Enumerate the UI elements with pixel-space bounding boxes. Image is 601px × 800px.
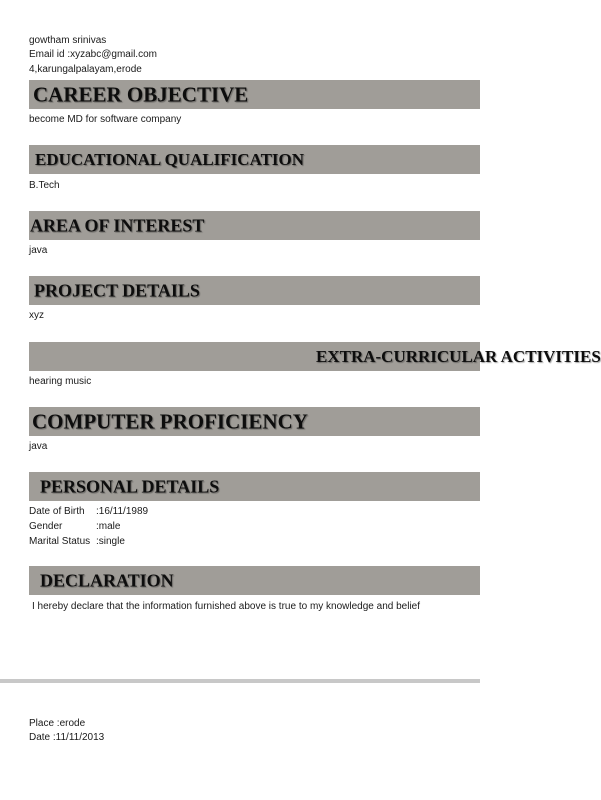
section-header-extra-curricular (29, 342, 601, 371)
education-text: B.Tech (29, 180, 60, 191)
section-title: DECLARATION (40, 570, 174, 590)
page-divider (0, 679, 480, 683)
section-title: CAREER OBJECTIVE (33, 82, 249, 106)
career-objective-text: become MD for software company (29, 114, 182, 125)
row-value: :single (96, 536, 125, 547)
row-label: Date of Birth (29, 506, 85, 517)
section-header-career-objective (29, 80, 480, 109)
address-line: 4,karungalpalayam,erode (29, 64, 142, 75)
section-title: AREA OF INTEREST (30, 215, 205, 235)
section-header-declaration (29, 566, 480, 595)
date-line: Date :11/11/2013 (29, 732, 105, 743)
section-title: COMPUTER PROFICIENCY (32, 409, 308, 433)
section-title: EXTRA-CURRICULAR ACTIVITIES (316, 346, 601, 366)
row-label: Gender (29, 521, 63, 532)
personal-row-marital (29, 535, 125, 548)
section-header-personal (29, 472, 480, 501)
applicant-name: gowtham srinivas (29, 35, 107, 46)
interest-text: java (29, 245, 48, 256)
row-value: :male (96, 521, 121, 532)
section-header-project (29, 276, 480, 305)
section-title: EDUCATIONAL QUALIFICATION (35, 149, 305, 169)
declaration-text: I hereby declare that the information furnished above is true to my knowledge and belief (32, 601, 421, 612)
computer-text: java (29, 441, 48, 452)
extra-curricular-text: hearing music (29, 376, 92, 387)
personal-row-dob (29, 505, 148, 518)
section-header-education (29, 145, 480, 174)
section-title: PROJECT DETAILS (34, 280, 200, 300)
section-header-computer (29, 407, 480, 436)
project-text: xyz (29, 310, 44, 321)
personal-row-gender (29, 520, 120, 533)
section-header-interest (29, 211, 480, 240)
row-label: Marital Status (29, 536, 91, 547)
place-line: Place :erode (29, 718, 86, 729)
row-value: :16/11/1989 (96, 506, 149, 517)
section-title: PERSONAL DETAILS (40, 476, 220, 496)
email-line: Email id :xyzabc@gmail.com (29, 49, 157, 60)
